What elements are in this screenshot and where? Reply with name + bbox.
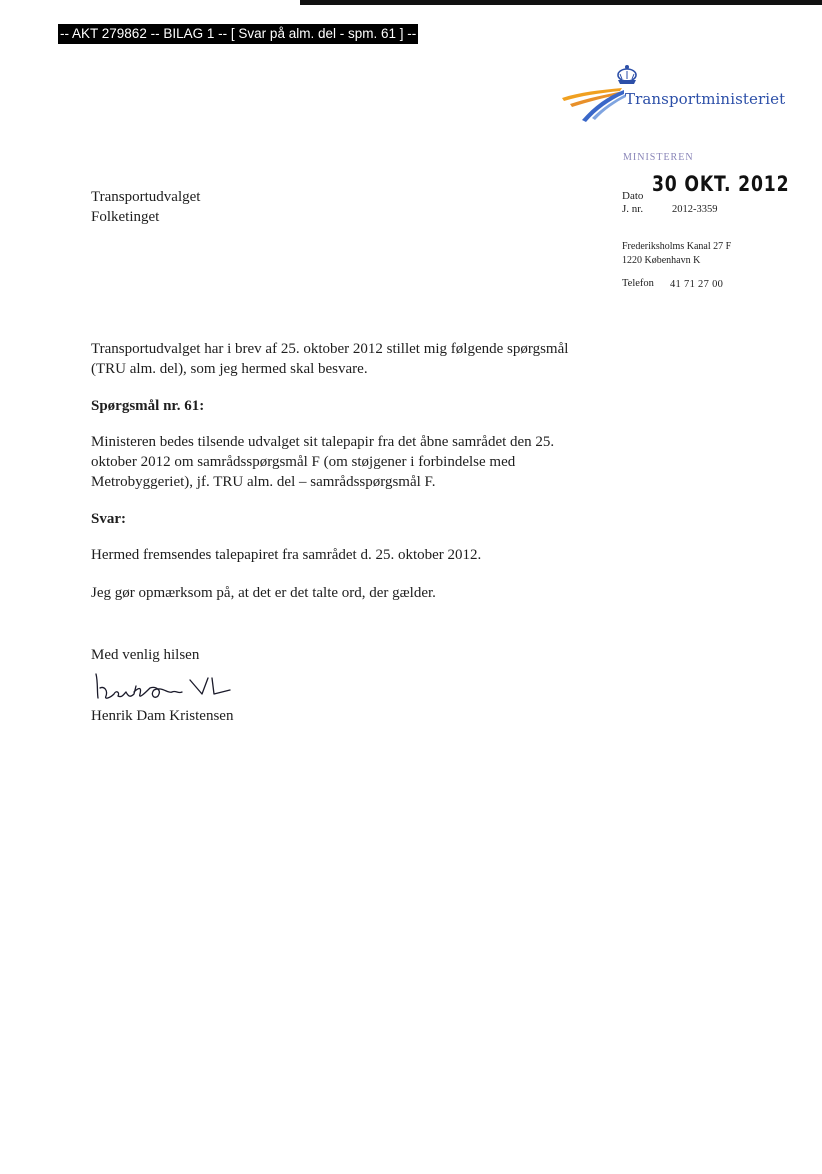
archive-header-subject: [ Svar på alm. del - spm. 61 ]: [230, 26, 404, 41]
recipient-committee: Transportudvalget: [91, 189, 201, 205]
archive-header-bilag: BILAG 1: [163, 26, 215, 41]
journal-number-value: 2012-3359: [672, 204, 718, 215]
question-paragraph: [91, 432, 611, 492]
question-line: Ministeren bedes tilsende udvalget sit talepapir fra det åbne samrådet den 25.: [91, 434, 555, 450]
address-city: 1220 København K: [622, 255, 701, 266]
handwritten-signature: [90, 668, 270, 704]
archive-header-bar: [58, 24, 418, 44]
archive-header-akt: AKT 279862: [72, 26, 147, 41]
archive-header-sep: --: [218, 26, 228, 41]
archive-header-sep: --: [60, 26, 69, 41]
archive-header-sep: --: [150, 26, 160, 41]
question-line: Metrobyggeriet), jf. TRU alm. del – samrådsspørgsmål F.: [91, 474, 436, 490]
top-scan-border: [0, 0, 822, 5]
question-heading: Spørgsmål nr. 61:: [91, 398, 205, 414]
journal-number-label: J. nr.: [622, 203, 644, 215]
signatory-name: Henrik Dam Kristensen: [91, 708, 234, 724]
date-label: Dato: [622, 190, 644, 202]
address-street: Frederiksholms Kanal 27 F: [622, 241, 732, 252]
crown-icon: [618, 65, 636, 84]
note-paragraph: Jeg gør opmærksom på, at det er det talte ord, der gælder.: [91, 585, 436, 601]
date-stamp: 30 OKT. 2012: [652, 172, 790, 196]
closing-greeting: Med venlig hilsen: [91, 647, 200, 663]
ministry-address: [622, 240, 731, 268]
phone-label: Telefon: [622, 278, 654, 289]
recipient-block: [91, 187, 200, 227]
intro-paragraph: [91, 339, 611, 379]
transport-swoosh-icon: [562, 88, 626, 122]
intro-line: (TRU alm. del), som jeg hermed skal besvare.: [91, 361, 368, 377]
question-line: oktober 2012 om samrådsspørgsmål F (om støjgener i forbindelse med: [91, 454, 516, 470]
office-label: MINISTEREN: [623, 152, 694, 163]
answer-paragraph: Hermed fremsendes talepapiret fra samrådet d. 25. oktober 2012.: [91, 547, 482, 563]
intro-line: Transportudvalget har i brev af 25. oktober 2012 stillet mig følgende spørgsmål: [91, 341, 569, 357]
phone-value: 41 71 27 00: [670, 279, 724, 290]
archive-header-sep: --: [407, 26, 417, 41]
ministry-name: Transportministeriet: [625, 90, 786, 108]
answer-heading: Svar:: [91, 511, 126, 527]
recipient-parliament: Folketinget: [91, 209, 160, 225]
